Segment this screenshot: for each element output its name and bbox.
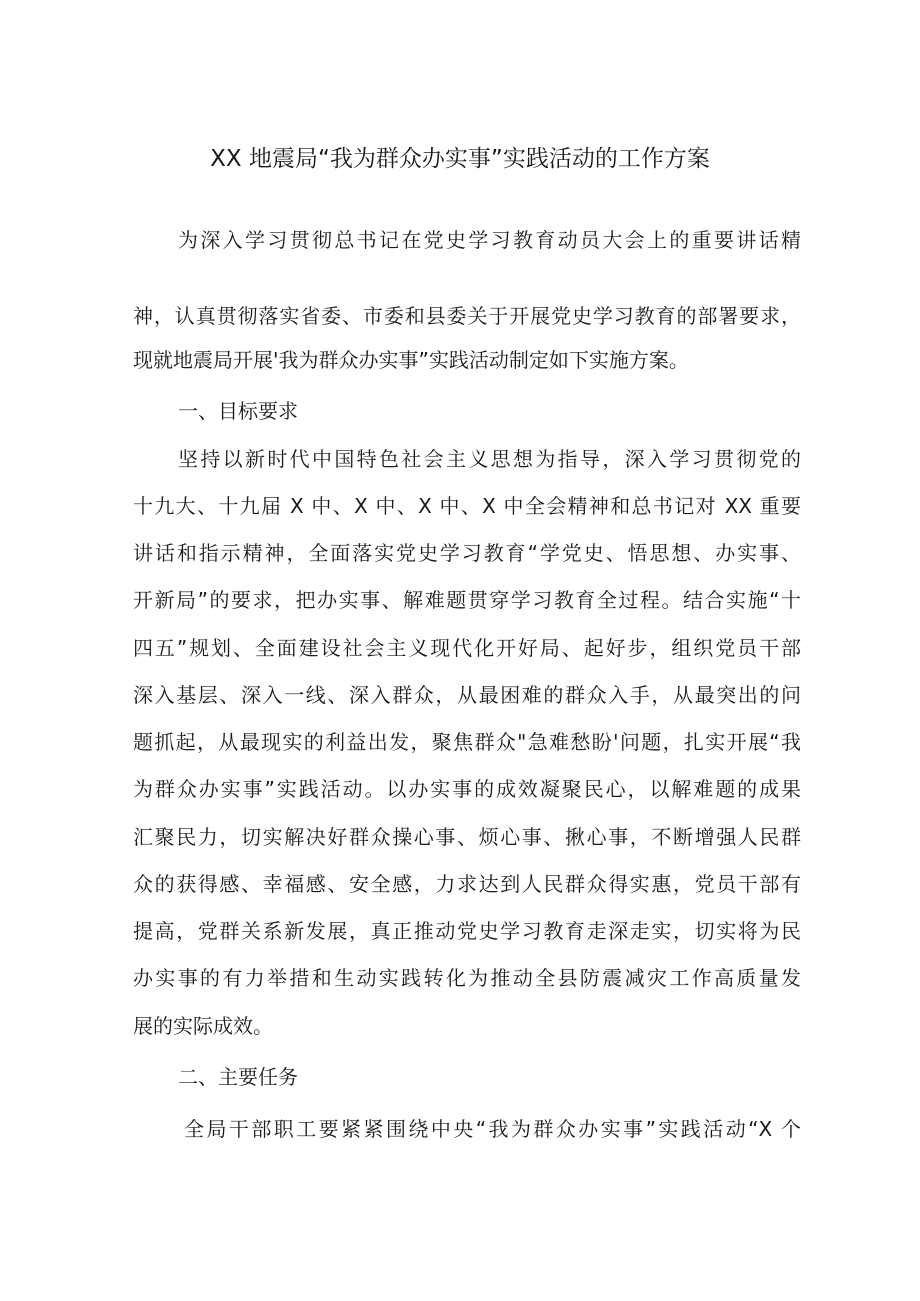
paragraph-line: 四五”规划、全面建设社会主义现代化开好局、起好步，组织党员干部 (133, 636, 801, 660)
section-heading-goals: 一、目标要求 (178, 399, 298, 423)
paragraph-line: 提高，党群关系新发展，真正推动党史学习教育走深走实，切实将为民 (133, 919, 801, 943)
paragraph-line: 汇聚民力，切实解决好群众操心事、烦心事、揪心事，不断增强人民群 (133, 825, 801, 849)
paragraph-line: 全局干部职工要紧紧围绕中央“我为群众办实事”实践活动“X 个 (184, 1117, 801, 1141)
paragraph-line: 讲话和指示精神，全面落实党史学习教育“学党史、悟思想、办实事、 (133, 541, 801, 565)
paragraph-line: 神，认真贯彻落实省委、市委和县委关于开展党史学习教育的部署要求， (133, 304, 801, 328)
paragraph-line: 题抓起，从最现实的利益出发，聚焦群众"急难愁盼'问题，扎实开展“我 (133, 730, 801, 754)
paragraph-line: 现就地震局开展'我为群众办实事”实践活动制定如下实施方案。 (133, 348, 689, 372)
paragraph-line: 深入基层、深入一线、深入群众，从最困难的群众入手，从最突出的问 (133, 683, 801, 707)
paragraph-line: 坚持以新时代中国特色社会主义思想为指导，深入学习贯彻党的 (178, 447, 801, 471)
paragraph-line: 众的获得感、幸福感、安全感，力求达到人民群众得实惠，党员干部有 (133, 872, 801, 896)
paragraph-line: 为深入学习贯彻总书记在党史学习教育动员大会上的重要讲话精 (178, 228, 801, 252)
paragraph-line: 十九大、十九届 X 中、X 中、X 中、X 中全会精神和总书记对 XX 重要 (133, 494, 801, 518)
paragraph-line: 展的实际成效。 (133, 1014, 273, 1038)
paragraph-line: 开新局”的要求，把办实事、解难题贯穿学习教育全过程。结合实施“十 (133, 588, 801, 612)
section-heading-tasks: 二、主要任务 (178, 1065, 298, 1089)
paragraph-line: 为群众办实事”实践活动。以办实事的成效凝聚民心，以解难题的成果 (133, 777, 801, 801)
document-title: XX 地震局“我为群众办实事”实践活动的工作方案 (210, 146, 710, 172)
paragraph-line: 办实事的有力举措和生动实践转化为推动全县防震减灾工作高质量发 (133, 966, 801, 990)
